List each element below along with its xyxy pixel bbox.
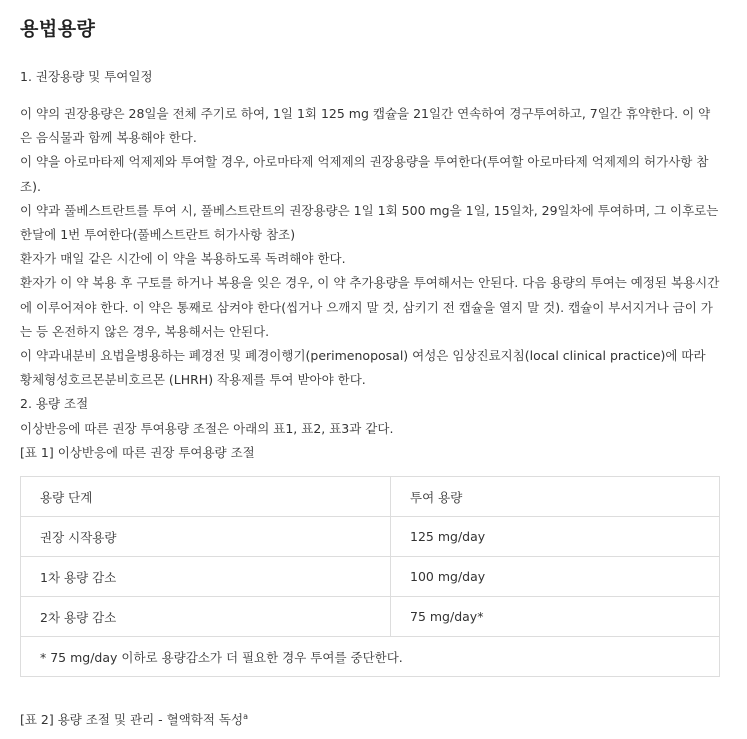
table-cell: 125 mg/day: [391, 517, 720, 557]
table-cell: 1차 용량 감소: [21, 557, 391, 597]
table-cell: 2차 용량 감소: [21, 597, 391, 637]
table2-caption-text: [표 2] 용량 조절 및 관리 - 혈액학적 독성: [20, 712, 244, 727]
table-row: [21, 557, 720, 597]
table-header-cell: 투여 용량: [391, 477, 720, 517]
table-header-cell: 용량 단계: [21, 477, 391, 517]
table-cell: 75 mg/day*: [391, 597, 720, 637]
paragraph: 환자가 매일 같은 시간에 이 약을 복용하도록 독려해야 한다.: [20, 251, 346, 267]
table2-caption: [20, 710, 248, 728]
dose-adjustment-table: [20, 476, 720, 677]
table-footnote-row: [21, 637, 720, 677]
page-title: 용법용량: [20, 18, 96, 40]
paragraph: 이 약의 권장용량은 28일을 전체 주기로 하여, 1일 1회 125 mg 캡슐을 21일간 연속하여 경구투여하고, 7일간 휴약한다. 이 약은 음식물과 함께 복용해야 한다.: [20, 106, 711, 146]
table-header-row: [21, 477, 720, 517]
section-intro: 이상반응에 따른 권장 투여용량 조절은 아래의 표1, 표2, 표3과 같다.: [20, 420, 394, 436]
body-text: [20, 102, 720, 465]
table1-caption: [표 1] 이상반응에 따른 권장 투여용량 조절: [20, 444, 255, 460]
table-cell: 100 mg/day: [391, 557, 720, 597]
paragraph: 이 약을 아로마타제 억제제와 투여할 경우, 아로마타제 억제제의 권장용량을 투여한다(투여할 아로마타제 억제제의 허가사항 참조).: [20, 154, 709, 194]
paragraph: 환자가 이 약 복용 후 구토를 하거나 복용을 잊은 경우, 이 약 추가용량을 투여해서는 안된다. 다음 용량의 투여는 예정된 복용시간에 이루어져야 한다. 이 약은 통째로 삼켜야 한다(씹거나 으깨지 말 것, 삼키기 전 캡슐을 열지 말 것). 캡슐이 부서지거나 금이 가는 등 온전하지 않은 경우, 복용해서는 안된다.: [20, 275, 720, 339]
section-heading-dose-adjustment: 2. 용량 조절: [20, 396, 89, 412]
section-heading-dosage-schedule: 1. 권장용량 및 투여일정: [20, 69, 153, 84]
table-footnote: * 75 mg/day 이하로 용량감소가 더 필요한 경우 투여를 중단한다.: [21, 637, 720, 677]
table2-caption-superscript: a: [243, 711, 248, 721]
table-row: [21, 517, 720, 557]
table-row: [21, 597, 720, 637]
paragraph: 이 약과내분비 요법을병용하는 폐경전 및 폐경이행기(perimenoposal) 여성은 임상진료지침(local clinical practice)에 따라 황체형성호르몬분비호르몬 (LHRH) 작용제를 투여 받아야 한다.: [20, 348, 706, 388]
paragraph: 이 약과 풀베스트란트를 투여 시, 풀베스트란트의 권장용량은 1일 1회 500 mg을 1일, 15일차, 29일차에 투여하며, 그 이후로는 한달에 1번 투여한다(풀베스트란트 허가사항 참조): [20, 202, 719, 243]
table-cell: 권장 시작용량: [21, 517, 391, 557]
